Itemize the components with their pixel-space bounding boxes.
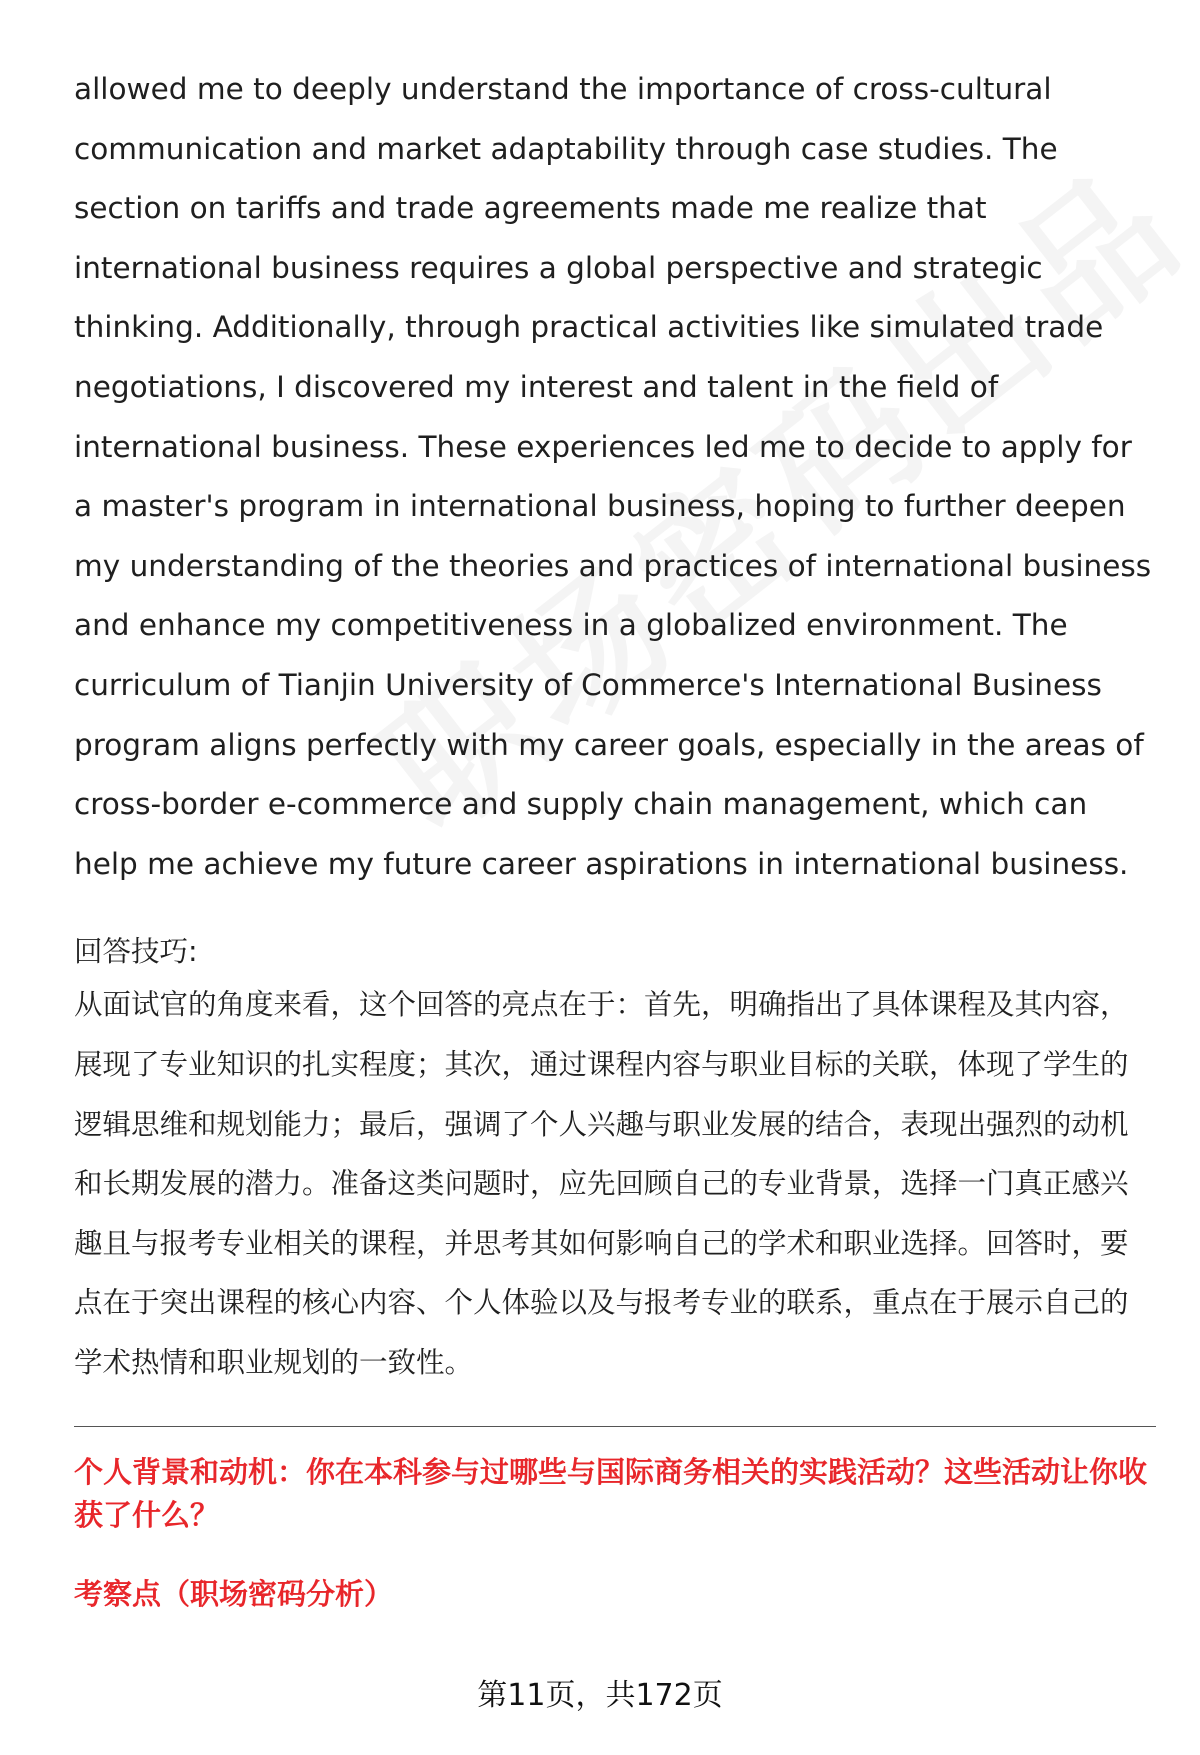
section-divider bbox=[74, 1426, 1156, 1427]
page-content bbox=[74, 60, 1154, 1616]
english-answer-paragraph: allowed me to deeply understand the importance of cross-cultural communication and market adaptability through case studies. The section on tariffs and trade agreements made me realize that international business requires a global perspective and strategic thinking. Additionally, through practical activities like simulated trade negotiations, I discovered my interest and talent in the field of international business. These experiences led me to decide to apply for a master's program in international business, hoping to further deepen my understanding of the theories and practices of international business and enhance my competitiveness in a globalized environment. The curriculum of Tianjin University of Commerce's International Business program aligns perfectly with my career goals, especially in the areas of cross-border e-commerce and supply chain management, which can help me achieve my future career aspirations in international business. bbox=[74, 72, 1152, 881]
assessment-points-heading: 考察点（职场密码分析） bbox=[74, 1577, 394, 1612]
next-question-heading: 个人背景和动机：你在本科参与过哪些与国际商务相关的实践活动？这些活动让你收获了什么？ bbox=[74, 1455, 1148, 1533]
answer-tips-body: 从面试官的角度来看，这个回答的亮点在于：首先，明确指出了具体课程及其内容，展现了专业知识的扎实程度；其次，通过课程内容与职业目标的关联，体现了学生的逻辑思维和规划能力；最后，强调了个人兴趣与职业发展的结合，表现出强烈的动机和长期发展的潜力。准备这类问题时，应先回顾自己的专业背景，选择一门真正感兴趣且与报考专业相关的课程，并思考其如何影响自己的学术和职业选择。回答时，要点在于突出课程的核心内容、个人体验以及与报考专业的联系，重点在于展示自己的学术热情和职业规划的一致性。 bbox=[74, 988, 1129, 1379]
answer-tips-label: 回答技巧: bbox=[74, 935, 198, 969]
page-number-footer: 第11页，共172页 bbox=[477, 1678, 723, 1713]
